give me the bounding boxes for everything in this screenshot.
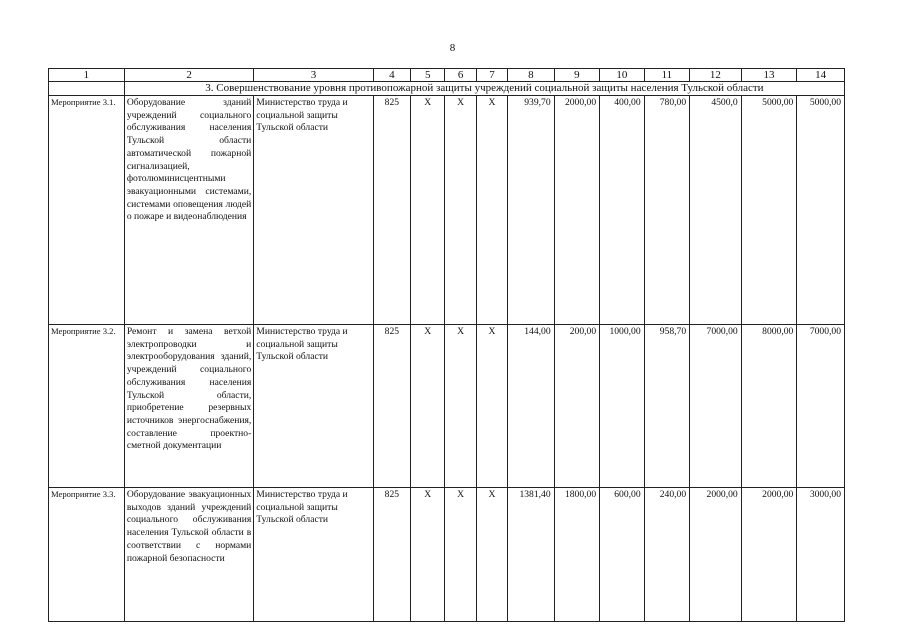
amount-cell: 7000,00 (797, 325, 845, 488)
column-number: 2 (124, 69, 253, 82)
column-number: 13 (741, 69, 797, 82)
column-number: 4 (373, 69, 410, 82)
executor-cell: Министерство труда и социальной защиты Тульской области (254, 325, 373, 488)
mark-cell: X (411, 488, 445, 622)
code-cell: 825 (373, 325, 410, 488)
event-id-cell: Мероприятие 3.2. (49, 325, 125, 488)
section-title-row (49, 82, 845, 96)
amount-cell: 8000,00 (741, 325, 797, 488)
amount-cell: 144,00 (508, 325, 555, 488)
mark-cell: X (411, 96, 445, 325)
amount-cell: 1000,00 (600, 325, 645, 488)
amount-cell: 5000,00 (797, 96, 845, 325)
description-cell: Оборудование эвакуационных выходов зданий учреждений социального обслуживания населения Тульской области в соответствии с нормами пожарной безопасности (124, 488, 253, 622)
mark-cell: X (445, 325, 476, 488)
event-id-cell: Мероприятие 3.1. (49, 96, 125, 325)
column-number: 12 (690, 69, 742, 82)
table-row (49, 488, 845, 622)
mark-cell: X (476, 488, 507, 622)
amount-cell: 2000,00 (554, 96, 600, 325)
event-id-cell: Мероприятие 3.3. (49, 488, 125, 622)
page-number: 8 (449, 42, 456, 54)
column-number: 5 (411, 69, 445, 82)
program-table (48, 68, 845, 622)
amount-cell: 600,00 (600, 488, 645, 622)
amount-cell: 400,00 (600, 96, 645, 325)
column-number: 6 (445, 69, 476, 82)
executor-cell: Министерство труда и социальной защиты Тульской области (254, 96, 373, 325)
column-number: 10 (600, 69, 645, 82)
amount-cell: 780,00 (644, 96, 690, 325)
column-number: 11 (644, 69, 690, 82)
amount-cell: 1381,40 (508, 488, 555, 622)
amount-cell: 7000,00 (690, 325, 742, 488)
description-cell: Ремонт и замена ветхой электропроводки и электрооборудования зданий, учреждений социального обслуживания населения Тульской области, приобретение резервных источников энергоснабжения, составление проектно-сметной документации (124, 325, 253, 488)
amount-cell: 4500,0 (690, 96, 742, 325)
code-cell: 825 (373, 488, 410, 622)
section-title: 3. Совершенствование уровня противопожарной защиты учреждений социальной защиты населения Тульской области (124, 82, 844, 96)
code-cell: 825 (373, 96, 410, 325)
amount-cell: 2000,00 (741, 488, 797, 622)
mark-cell: X (411, 325, 445, 488)
column-number: 7 (476, 69, 507, 82)
amount-cell: 200,00 (554, 325, 600, 488)
column-number: 9 (554, 69, 600, 82)
amount-cell: 939,70 (508, 96, 555, 325)
column-number: 8 (508, 69, 555, 82)
mark-cell: X (476, 325, 507, 488)
column-number: 14 (797, 69, 845, 82)
amount-cell: 3000,00 (797, 488, 845, 622)
column-number: 1 (49, 69, 125, 82)
column-number: 3 (254, 69, 373, 82)
executor-cell: Министерство труда и социальной защиты Тульской области (254, 488, 373, 622)
section-spacer-cell (49, 82, 125, 96)
amount-cell: 958,70 (644, 325, 690, 488)
column-number-row (49, 69, 845, 82)
amount-cell: 1800,00 (554, 488, 600, 622)
mark-cell: X (445, 96, 476, 325)
mark-cell: X (445, 488, 476, 622)
description-cell: Оборудование зданий учреждений социального обслуживания населения Тульской области автоматической пожарной сигнализацией, фотолюминисцентными эвакуационными системами, системами оповещения людей о пожаре и видеонаблюдения (124, 96, 253, 325)
table-row (49, 96, 845, 325)
mark-cell: X (476, 96, 507, 325)
table-row (49, 325, 845, 488)
amount-cell: 2000,00 (690, 488, 742, 622)
amount-cell: 240,00 (644, 488, 690, 622)
amount-cell: 5000,00 (741, 96, 797, 325)
